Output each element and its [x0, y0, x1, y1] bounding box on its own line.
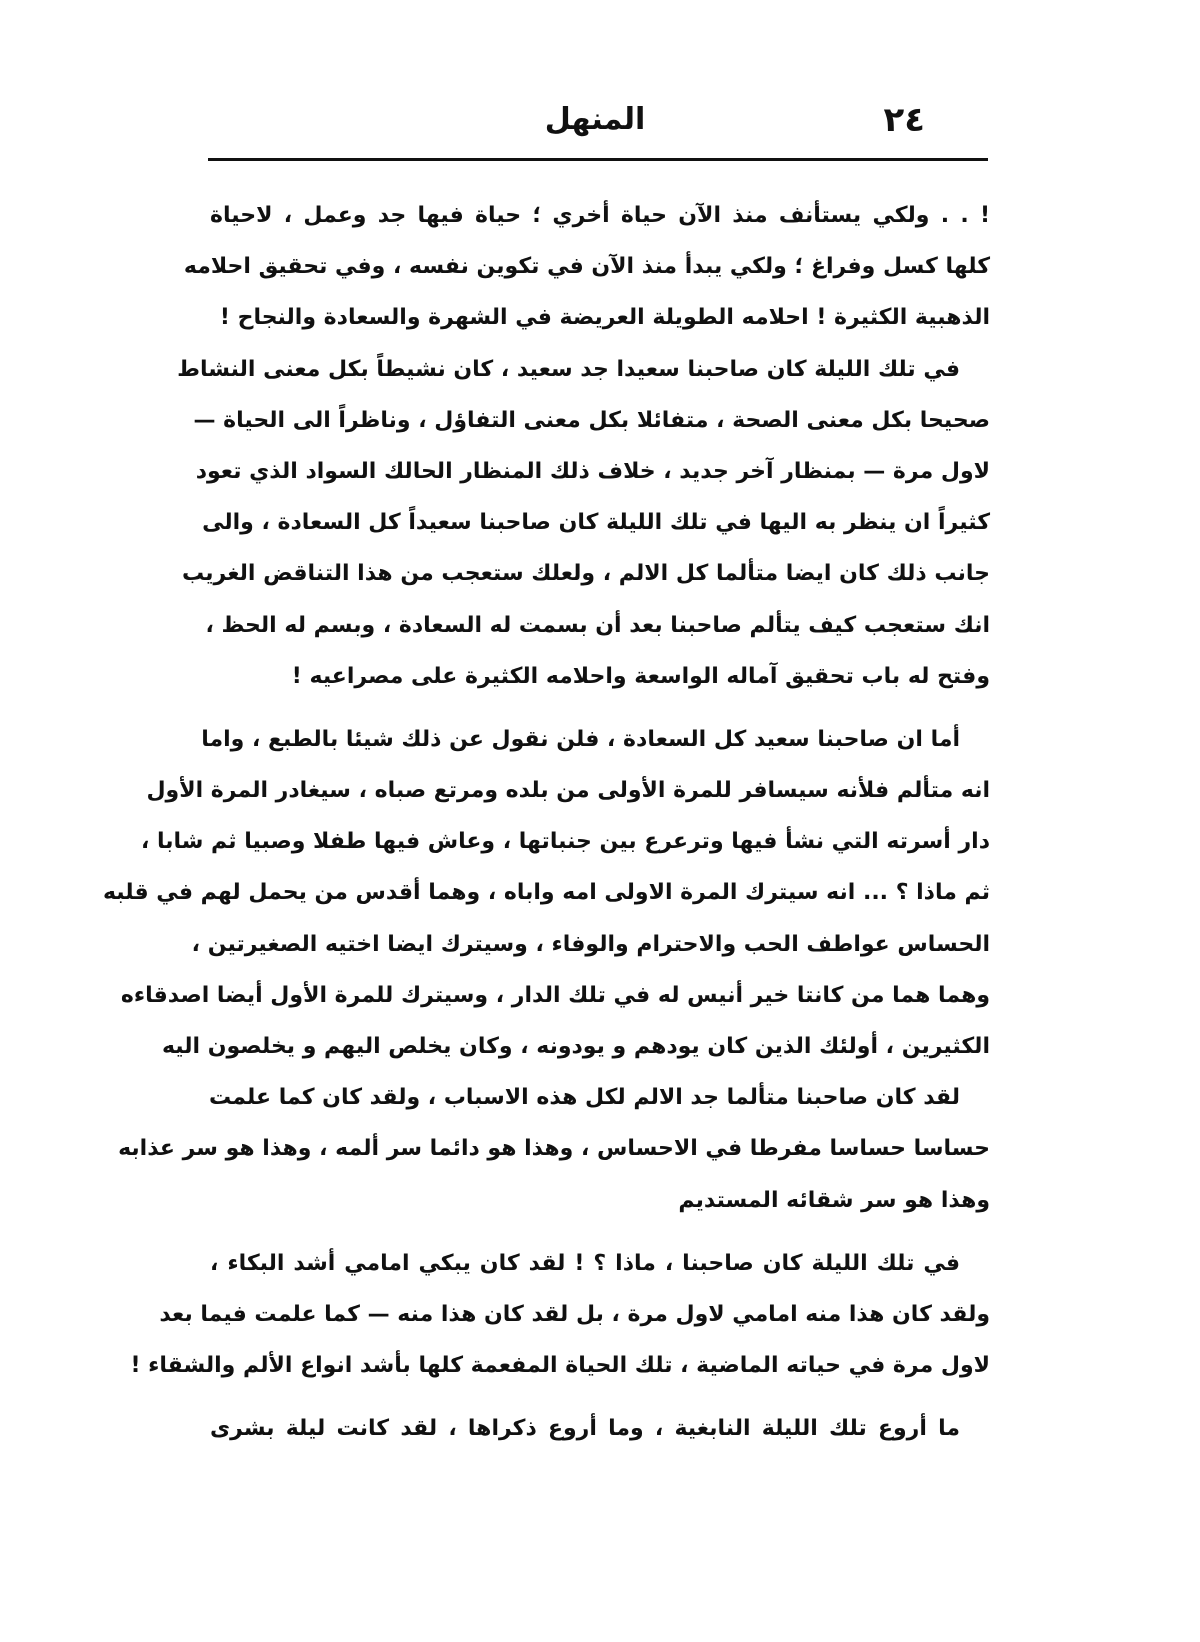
text-line: الحساس عواطف الحب والاحترام والوفاء ، وسيترك ايضا اختيه الصغيرتين ،	[191, 931, 990, 957]
text-line: حساسا حساسا مفرطا في الاحساس ، وهذا هو دائما سر ألمه ، وهذا هو سر عذابه	[118, 1136, 990, 1162]
text-line: لقد كان صاحبنا متألما جد الالم لكل هذه الاسباب ، ولقد كان كما علمت	[209, 1085, 960, 1111]
journal-title: المنهل	[544, 102, 646, 137]
text-line: وهما هما من كانتا خير أنيس له في تلك الدار ، وسيترك للمرة الأول أيضا اصدقاءه	[120, 982, 990, 1008]
page-number: ٢٤	[883, 100, 925, 140]
article-body	[102, 190, 990, 1455]
page-header	[205, 92, 985, 148]
text-line: في تلك الليلة كان صاحبنا سعيدا جد سعيد ، كان نشيطاً بكل معنى النشاط	[177, 356, 960, 382]
text-line: دار أسرته التي نشأ فيها وترعرع بين جنباتها ، وعاش فيها طفلا وصبيا ثم شابا ،	[140, 829, 990, 855]
text-line: صحيحا بكل معنى الصحة ، متفائلا بكل معنى التفاؤل ، وناظراً الى الحياة —	[193, 407, 990, 433]
text-line: ما أروع تلك الليلة النابغية ، وما أروع ذكراها ، لقد كانت ليلة بشرى	[210, 1416, 960, 1442]
text-line: انه متألم فلأنه سيسافر للمرة الأولى من بلده ومرتع صباه ، سيغادر المرة الأول	[146, 778, 990, 804]
text-line: كلها كسل وفراغ ؛ ولكي يبدأ منذ الآن في تكوين نفسه ، وفي تحقيق احلامه	[183, 254, 990, 280]
text-line: لاول مرة في حياته الماضية ، تلك الحياة المفعمة كلها بأشد انواع الألم والشقاء !	[130, 1353, 990, 1379]
header-rule	[208, 158, 988, 161]
text-line: الكثيرين ، أولئك الذين كان يودهم و يودونه ، وكان يخلص اليهم و يخلصون اليه	[161, 1034, 990, 1059]
text-line: في تلك الليلة كان صاحبنا ، ماذا ؟ ! لقد كان يبكي امامي أشد البكاء ،	[210, 1250, 960, 1276]
text-line: ولقد كان هذا منه امامي لاول مرة ، بل لقد كان هذا منه — كما علمت فيما بعد	[159, 1301, 990, 1327]
text-line: وهذا هو سر شقائه المستديم	[678, 1187, 990, 1213]
text-line: وفتح له باب تحقيق آماله الواسعة واحلامه الكثيرة على مصراعيه !	[291, 663, 990, 689]
text-line: جانب ذلك كان ايضا متألما كل الالم ، ولعلك ستعجب من هذا التناقض الغريب	[181, 561, 990, 587]
text-line: الذهبية الكثيرة ! احلامه الطويلة العريضة في الشهرة والسعادة والنجاح !	[219, 305, 990, 331]
text-line: كثيراً ان ينظر به اليها في تلك الليلة كان صاحبنا سعيداً كل السعادة ، والى	[202, 510, 990, 536]
text-line: لاول مرة — بمنظار آخر جديد ، خلاف ذلك المنظار الحالك السواد الذي تعود	[195, 458, 990, 484]
text-line: ثم ماذا ؟ ... انه سيترك المرة الاولى امه واباه ، وهما أقدس من يحمل لهم في قلبه	[102, 880, 990, 906]
text-line: أما ان صاحبنا سعيد كل السعادة ، فلن نقول عن ذلك شيئا بالطبع ، واما	[201, 726, 960, 752]
text-line: انك ستعجب كيف يتألم صاحبنا بعد أن بسمت له السعادة ، وبسم له الحظ ،	[205, 612, 990, 638]
text-line: ! . . ولكي يستأنف منذ الآن حياة أخري ؛ حياة فيها جد وعمل ، لاحياة	[210, 203, 990, 228]
